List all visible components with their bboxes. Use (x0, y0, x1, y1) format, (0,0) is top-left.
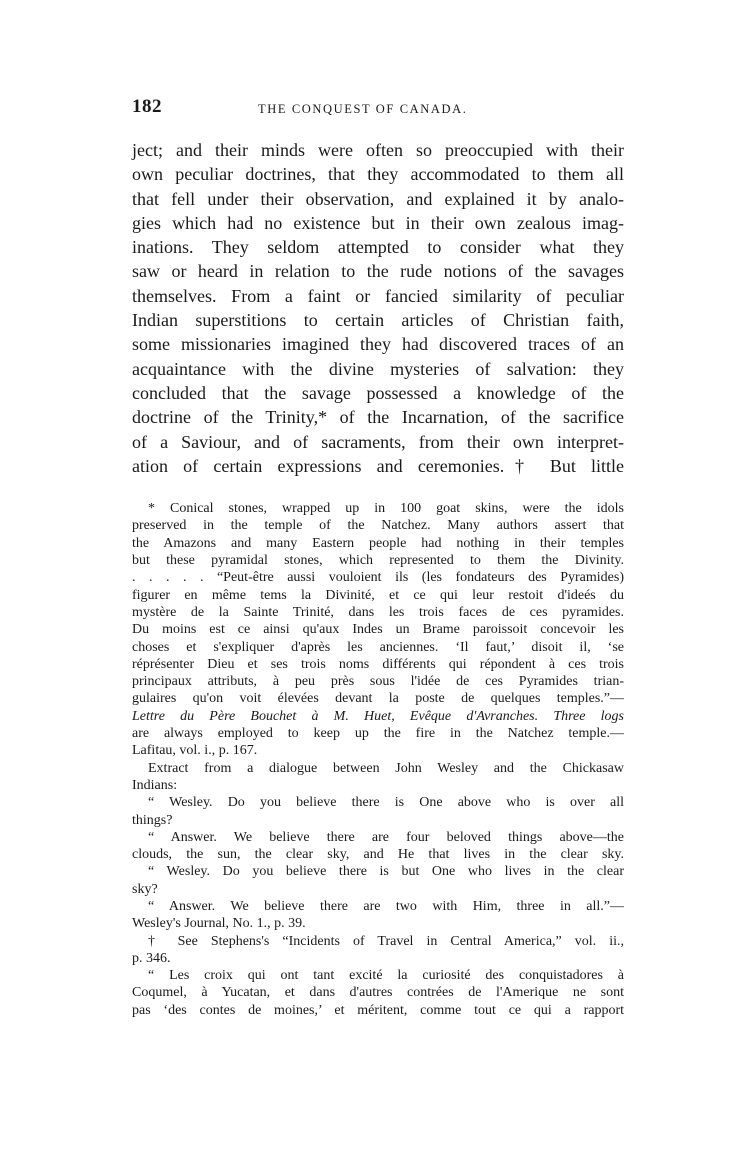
text-line: inations. They seldom attempted to consider what they (132, 237, 624, 258)
text-line: themselves. From a faint or fancied similarity of peculiar (132, 285, 624, 306)
text-line: of a Saviour, and of sacraments, from their own interpret- (132, 431, 624, 452)
book-page (132, 96, 624, 1017)
footnote-line: Indians: (132, 777, 178, 793)
main-text (132, 138, 624, 478)
footnote-line: figurer en même tems la Divinité, et ce qui leur restoit d'ideés du (132, 587, 624, 603)
text-line: ation of certain expressions and ceremonies.† But little (132, 455, 624, 476)
footnote-line: pas ‘des contes de moines,’ et méritent, comme tout ce qui a rapport (132, 1002, 624, 1017)
footnotes (132, 500, 624, 1017)
footnote-line: “ Wesley. Do you believe there is but One who lives in the clear (148, 864, 624, 880)
page-header (132, 96, 624, 126)
footnote-line: * Conical stones, wrapped up in 100 goat skins, were the idols (148, 501, 624, 517)
footnote-line: but these pyramidal stones, which represented to them the Divinity. (132, 553, 624, 569)
page-number: 182 (132, 96, 162, 117)
footnote-line: the Amazons and many Eastern people had nothing in their temples (132, 535, 624, 551)
running-title: THE CONQUEST OF CANADA. (258, 102, 468, 116)
text-line: own peculiar doctrines, that they accommodated to them all (132, 164, 624, 185)
text-line: ject; and their minds were often so preoccupied with their (132, 140, 624, 160)
footnote-line: principaux attributs, à peu près sous l'idée de ces Pyramides trian- (132, 674, 624, 690)
footnote-line: † See Stephens's “Incidents of Travel in Central America,” vol. ii., (148, 933, 624, 949)
text-line: some missionaries imagined they had discovered traces of an (132, 334, 624, 355)
footnote-line: are always employed to keep up the fire in the Natchez temple.— (132, 726, 624, 742)
text-line: gies which had no existence but in their own zealous imag- (132, 212, 624, 233)
text-line: saw or heard in relation to the rude notions of the savages (132, 261, 624, 282)
text-line: that fell under their observation, and explained it by analo- (132, 188, 624, 209)
text-line: concluded that the savage possessed a knowledge of the (132, 382, 624, 403)
footnote-line: “ Answer. We believe there are four beloved things above—the (148, 829, 624, 845)
footnote-line: p. 346. (132, 950, 171, 966)
footnote-line: “ Wesley. Do you believe there is One above who is over all (148, 795, 624, 811)
footnote-line: mystère de la Sainte Trinité, dans les trois faces de ces pyramides. (132, 604, 624, 620)
footnote-line: Wesley's Journal, No. 1., p. 39. (132, 916, 306, 932)
footnote-line: Lafitau, vol. i., p. 167. (132, 743, 258, 759)
footnote-line: sky? (132, 881, 158, 897)
footnote-line: Lettre du Père Bouchet à M. Huet, Evêque d'Avranches. Three logs (132, 708, 624, 724)
footnote-line: réprésenter Dieu et ses trois noms différents qui répondent à ces trois (132, 656, 624, 672)
footnote-line: preserved in the temple of the Natchez. Many authors assert that (132, 518, 624, 534)
footnote-line: gulaires qu'on voit élevées devant la poste de quelques temples.”— (132, 691, 624, 707)
text-line: doctrine of the Trinity,* of the Incarnation, of the sacrifice (132, 407, 624, 428)
text-line: acquaintance with the divine mysteries of salvation: they (132, 358, 624, 379)
footnote-line: Extract from a dialogue between John Wesley and the Chickasaw (148, 760, 624, 776)
footnote-line: “ Les croix qui ont tant excité la curiosité des conquistadores à (148, 968, 624, 984)
footnote-line: clouds, the sun, the clear sky, and He that lives in the clear sky. (132, 847, 624, 863)
footnote-line: “ Answer. We believe there are two with Him, three in all.”— (148, 898, 624, 914)
footnote-line: choses et s'expliquer d'après les anciennes. ‘Il faut,’ disoit il, ‘se (132, 639, 624, 655)
footnote-line: things? (132, 812, 173, 828)
footnote-line: Coqumel, à Yucatan, et dans d'autres contrées de l'Amerique ne sont (132, 985, 624, 1001)
footnote-line: Du moins est ce ainsi qu'aux Indes un Brame paroissoit concevoir les (132, 622, 624, 638)
text-line: Indian superstitions to certain articles of Christian faith, (132, 310, 624, 331)
footnote-line: . . . . . “Peut-être aussi vouloient ils (les fondateurs des Pyramides) (132, 570, 624, 586)
